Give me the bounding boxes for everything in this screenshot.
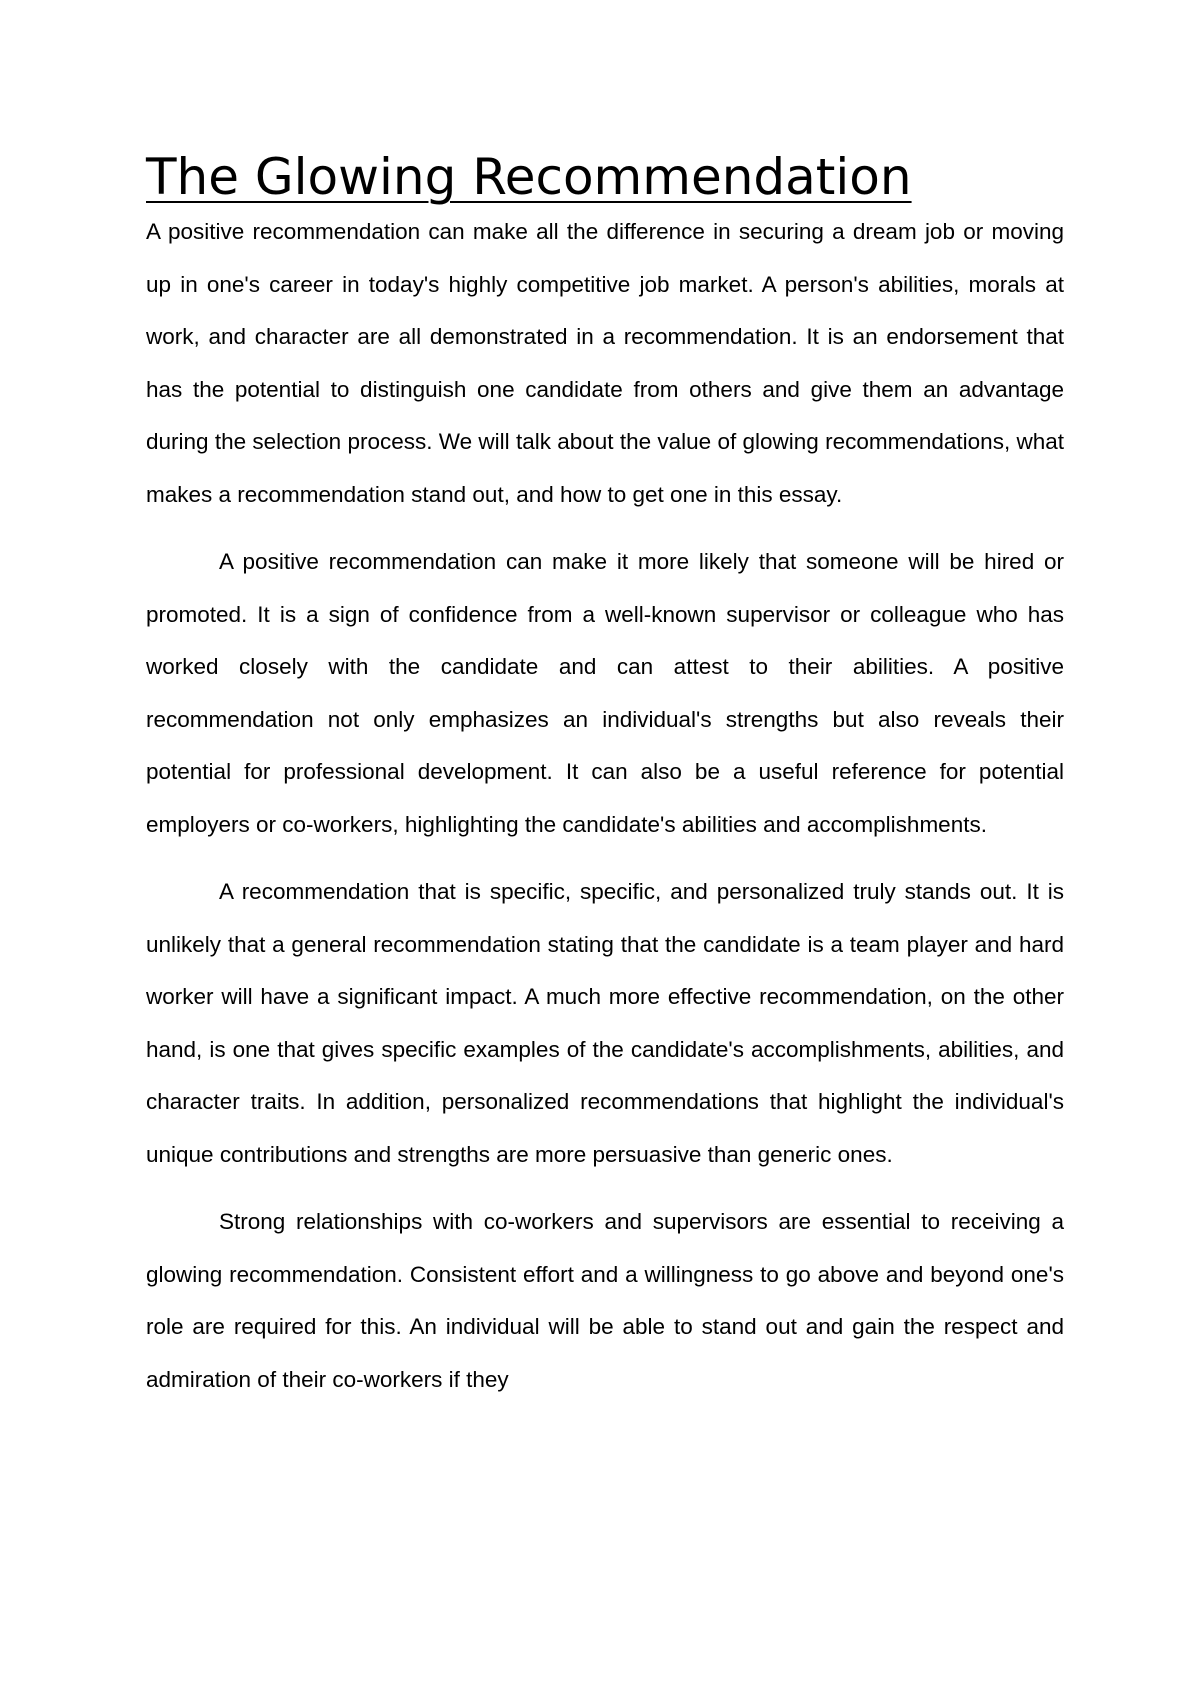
paragraph-value: A positive recommendation can make it more likely that someone will be hired or promoted. It is a sign of confidence from a well-known supervisor or colleague who has worked closely with the candidate and can attest to their abilities. A positive recommendation not only emphasizes an individual's strengths but also reveals their potential for professional development. It can also be a useful reference for potential employers or co-workers, highlighting the candidate's abilities and accomplishments. xyxy=(146,549,1064,837)
paragraph-standout: A recommendation that is specific, specific, and personalized truly stands out. It is unlikely that a general recommendation stating that the candidate is a team player and hard worker will have a significant impact. A much more effective recommendation, on the other hand, is one that gives specific examples of the candidate's accomplishments, abilities, and character traits. In addition, personalized recommendations that highlight the individual's unique contributions and strengths are more persuasive than generic ones. xyxy=(146,879,1064,1167)
document-title: The Glowing Recommendation xyxy=(146,148,912,206)
paragraph-relationships: Strong relationships with co-workers and supervisors are essential to receiving a glowing recommendation. Consistent effort and a willingness to go above and beyond one's role are required for this. An individual will be able to stand out and gain the respect and admiration of their co-workers if they xyxy=(146,1209,1064,1392)
document-body xyxy=(146,146,1064,1406)
paragraph-intro: A positive recommendation can make all the difference in securing a dream job or moving up in one's career in today's highly competitive job market. A person's abilities, morals at work, and character are all demonstrated in a recommendation. It is an endorsement that has the potential to distinguish one candidate from others and give them an advantage during the selection process. We will talk about the value of glowing recommendations, what makes a recommendation stand out, and how to get one in this essay. xyxy=(146,219,1064,507)
